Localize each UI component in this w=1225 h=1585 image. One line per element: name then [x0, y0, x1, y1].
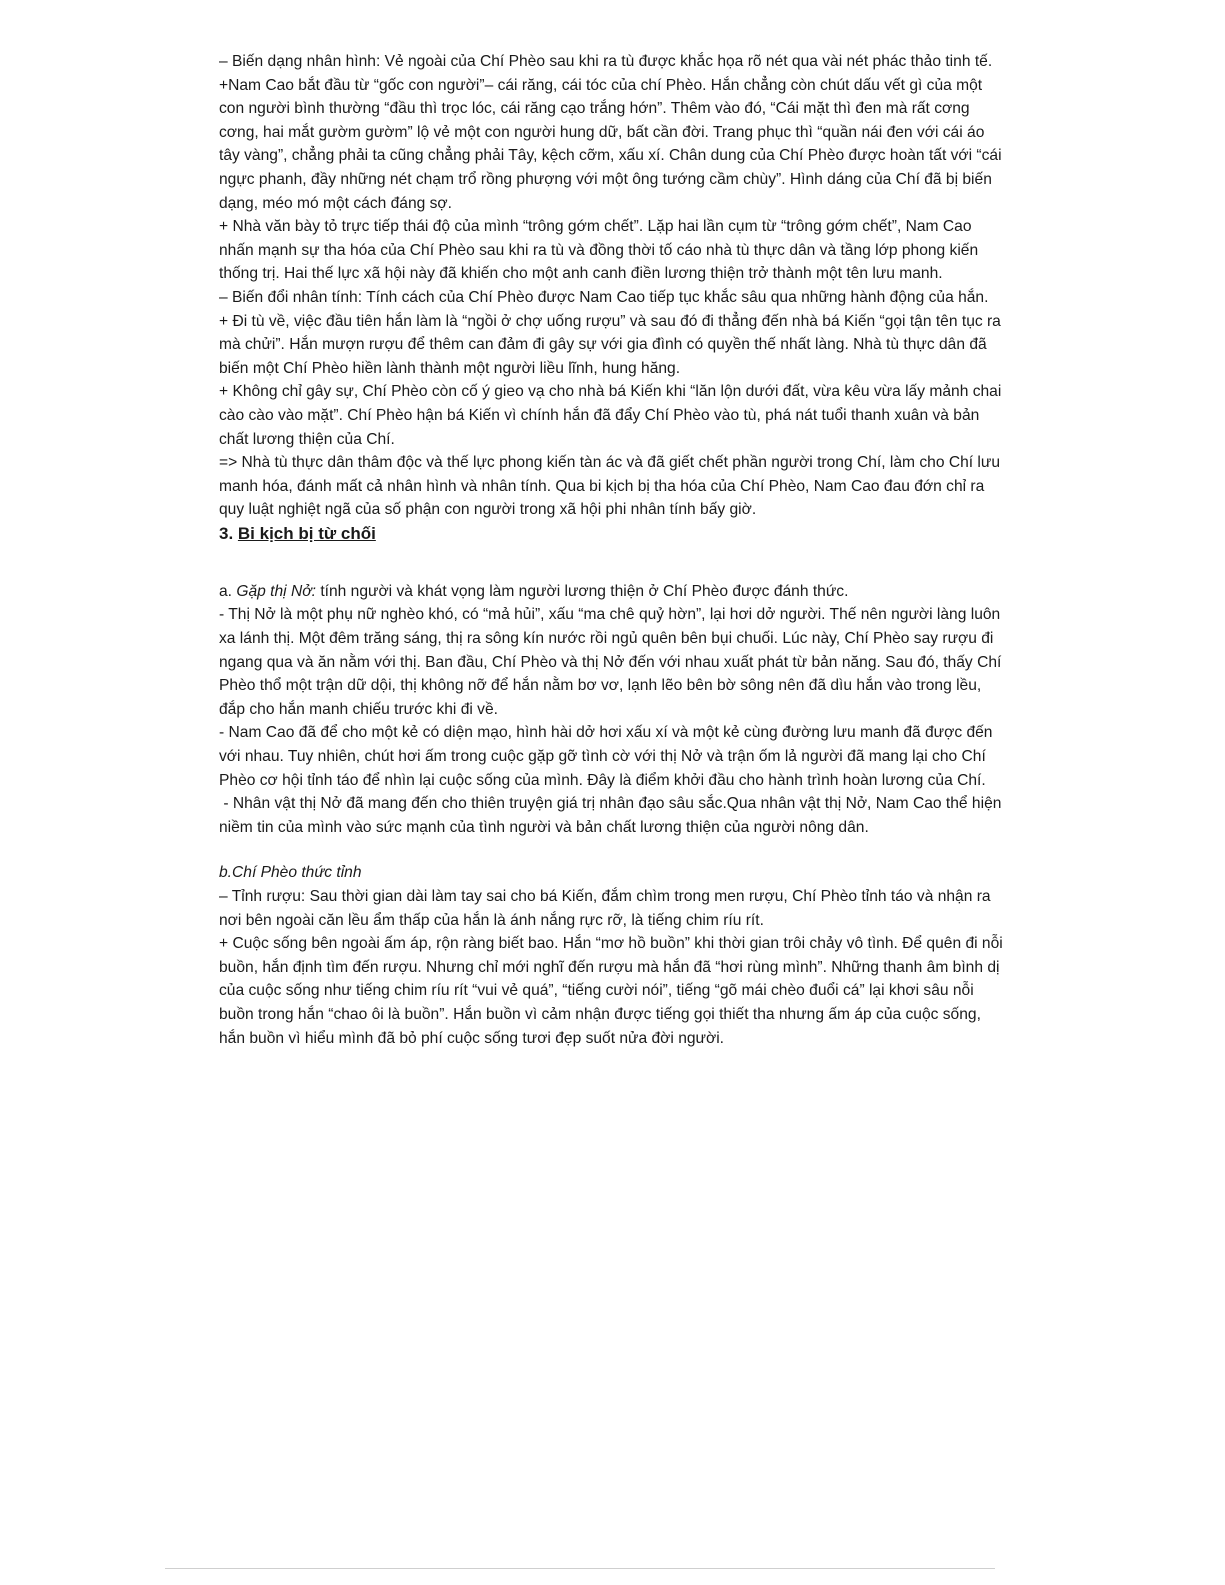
paragraph: – Tỉnh rượu: Sau thời gian dài làm tay sai cho bá Kiến, đắm chìm trong men rượu, Chí Phèo tỉnh táo và nhận ra nơi bên ngoài căn lều ẩm thấp của hắn là ánh nắng rực rỡ, là tiếng chim ríu rít.	[219, 888, 991, 929]
paragraph: – Biến đổi nhân tính: Tính cách của Chí Phèo được Nam Cao tiếp tục khắc sâu qua những hành động của hắn.	[219, 288, 989, 306]
subsection-a-title: Gặp thị Nở:	[236, 582, 316, 600]
paragraph: + Đi tù về, việc đầu tiên hắn làm là “ngồi ở chợ uống rượu” và sau đó đi thẳng đến nhà bá Kiến “gọi tận tên tục ra mà chửi”. Hắn mượn rượu để thêm can đảm đi gây sự với gia đình có quyền thế nhất làng. Nhà tù thực dân đã biến một Chí Phèo hiền lành thành một người liều lĩnh, hung hăng.	[219, 312, 1001, 377]
page-bottom-rule	[165, 1568, 995, 1569]
paragraph: => Nhà tù thực dân thâm độc và thế lực phong kiến tàn ác và đã giết chết phần người trong Chí, làm cho Chí lưu manh hóa, đánh mất cả nhân hình và nhân tính. Qua bi kịch bị tha hóa của Chí Phèo, Nam Cao đau đớn chỉ ra quy luật nghiệt ngã của số phận con người trong xã hội phi nhân tính bấy giờ.	[219, 454, 1001, 519]
paragraph: + Không chỉ gây sự, Chí Phèo còn cố ý gieo vạ cho nhà bá Kiến khi “lăn lộn dưới đất, vừa kêu vừa lấy mảnh chai cào cào vào mặt”. Chí Phèo hận bá Kiến vì chính hắn đã đẩy Chí Phèo vào tù, phá nát tuổi thanh xuân và bản chất lương thiện của Chí.	[219, 383, 1002, 448]
subsection-a-prefix: a.	[219, 582, 237, 600]
section-heading-text: Bi kịch bị từ chối	[237, 523, 376, 543]
subsection-a-text: tính người và khát vọng làm người lương thiện ở Chí Phèo được đánh thức.	[315, 582, 849, 600]
paragraph: - Nhân vật thị Nở đã mang đến cho thiên truyện giá trị nhân đạo sâu sắc.Qua nhân vật thị Nở, Nam Cao thể hiện niềm tin của mình vào sức mạnh của tình người và bản chất lương thiện của người nông dân.	[219, 795, 1006, 836]
section-heading	[219, 522, 1009, 546]
paragraph: - Thị Nở là một phụ nữ nghèo khó, có “mả hủi”, xấu “ma chê quỷ hờn”, lại hơi dở người. Thế nên người làng luôn xa lánh thị. Một đêm trăng sáng, thị ra sông kín nước rồi ngủ quên bên bụi chuối. Lúc này, Chí Phèo say rượu đi ngang qua và ăn nằm với thị. Ban đầu, Chí Phèo và thị Nở đến với nhau xuất phát từ bản năng. Sau đó, thấy Chí Phèo thổ một trận dữ dội, thị không nỡ để hắn nằm bơ vơ, lạnh lẽo bên bờ sông nên đã dìu hắn vào trong lều, đắp cho hắn manh chiếu trước khi đi về.	[219, 606, 1002, 718]
subsection-b-title: b.Chí Phèo thức tỉnh	[219, 864, 362, 882]
paragraph: + Nhà văn bày tỏ trực tiếp thái độ của mình “trông gớm chết”. Lặp hai lần cụm từ “trông gớm chết”, Nam Cao nhấn mạnh sự tha hóa của Chí Phèo sau khi ra tù và đồng thời tố cáo nhà tù thực dân và tầng lớp phong kiến thống trị. Hai thế lực xã hội này đã khiến cho một anh canh điền lương thiện trở thành một tên lưu manh.	[219, 218, 979, 283]
paragraph: – Biến dạng nhân hình: Vẻ ngoài của Chí Phèo sau khi ra tù được khắc họa rõ nét qua vài nét phác thảo tinh tế.	[219, 53, 993, 70]
paragraph: - Nam Cao đã để cho một kẻ có diện mạo, hình hài dở hơi xấu xí và một kẻ cùng đường lưu manh đã được đến với nhau. Tuy nhiên, chút hơi ấm trong cuộc gặp gỡ tình cờ với thị Nở và trận ốm lả người đã mang lại cho Chí Phèo cơ hội tỉnh táo để nhìn lại cuộc sống của mình. Đây là điểm khởi đầu cho hành trình hoàn lương của Chí.	[219, 724, 993, 789]
paragraph: + Cuộc sống bên ngoài ấm áp, rộn ràng biết bao. Hắn “mơ hồ buồn” khi thời gian trôi chảy vô tình. Để quên đi nỗi buồn, hắn định tìm đến rượu. Nhưng chỉ mới nghĩ đến rượu mà hắn đã “hơi rùng mình”. Những thanh âm bình dị của cuộc sống như tiếng chim ríu rít “vui vẻ quá”, “tiếng cười nói”, tiếng “gõ mái chèo đuổi cá” lại khơi sâu nỗi buồn trong hắn “chao ôi là buồn”. Hắn buồn vì cảm nhận được tiếng gọi thiết tha nhưng ấm áp của cuộc sống, hắn buồn vì hiểu mình đã bỏ phí cuộc sống tươi đẹp suốt nửa đời người.	[219, 935, 1003, 1047]
document-body	[219, 50, 1009, 1050]
paragraph: +Nam Cao bắt đầu từ “gốc con người”– cái răng, cái tóc của chí Phèo. Hắn chẳng còn chút dấu vết gì của một con người bình thường “đầu thì trọc lóc, cái răng cạo trắng hớn”. Thêm vào đó, “Cái mặt thì đen mà rất cơng cơng, hai mắt gườm gườm” lộ vẻ một con người hung dữ, bất cần đời. Trang phục thì “quần nái đen với cái áo tây vàng”, chẳng phải ta cũng chẳng phải Tây, kệch cỡm, xấu xí. Chân dung của Chí Phèo được hoàn tất với “cái ngực phanh, đầy những nét chạm trổ rồng phượng với một ông tướng cầm chùy”. Hình dáng của Chí đã bị biến dạng, méo mó một cách đáng sợ.	[219, 76, 1002, 212]
section-heading-number: 3.	[219, 523, 238, 543]
subsection-a	[219, 580, 1009, 604]
